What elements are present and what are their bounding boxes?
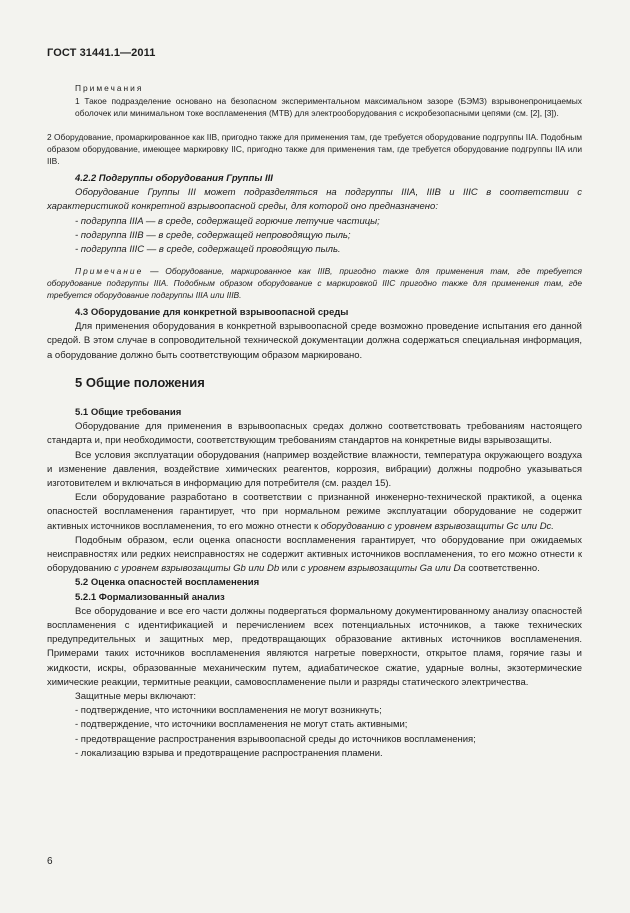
note-text: — Оборудование, маркированное как IIIB, пригодно также для применения там, где требуется оборудование подгруппы IIIA. Подобным образом оборудование с маркировкой IIIC пригодно также для применения там, где требуется оборудование подгруппы IIIA или IIIB. bbox=[47, 266, 582, 301]
protective-measure-item: - предотвращение распространения взрывоопасной среды до источников воспламенения; bbox=[75, 733, 476, 745]
p4-text: Подобным образом, если оценка опасности воспламенения гарантирует, что оборудование при ожидаемых неисправностях или редких неисправностях не содержит активных источников воспламенения, то его можно отнести к оборудованию bbox=[47, 534, 582, 575]
section-4-3 bbox=[47, 306, 582, 363]
note-label: Примечание bbox=[75, 266, 144, 276]
p4-end: соответственно. bbox=[465, 563, 540, 575]
section-5-2-1-p2: Защитные меры включают: bbox=[75, 691, 196, 703]
page-header: ГОСТ 31441.1—2011 bbox=[47, 47, 156, 59]
section-5-2-title: 5.2 Оценка опасностей воспламенения bbox=[75, 577, 260, 589]
section-4-2-2-note bbox=[47, 265, 582, 302]
p4-italic-1: с уровнем взрывозащиты Gb или Db bbox=[114, 563, 280, 575]
note-2: 2 Оборудование, промаркированное как IIB, пригодно также для применения там, где требуется оборудование подгруппы IIA. Подобным образом оборудование, имеющее маркировку IIC, пригодно также для применения там, где требуется оборудование подгруппы IIA или IIB. bbox=[47, 132, 582, 167]
section-5-1-p4 bbox=[47, 534, 582, 577]
subgroup-item: - подгруппа IIIB — в среде, содержащей непроводящую пыль; bbox=[75, 229, 351, 241]
section-4-3-title: 4.3 Оборудование для конкретной взрывоопасной среды bbox=[75, 307, 349, 318]
note-1: 1 Такое подразделение основано на безопасном экспериментальном максимальном зазоре (БЭМЗ) взрывонепроницаемых оболочек или минимальном токе воспламенения (МТВ) для электрооборудования с искробезопасными цепями (см. [2], [3]). bbox=[75, 96, 582, 119]
protective-measure-item: - подтверждение, что источники воспламенения не могут возникнуть; bbox=[75, 705, 382, 717]
section-4-3-text: Для применения оборудования в конкретной взрывоопасной среде возможно проведение испытания его данной средой. В этом случае в сопроводительной технической документации должна содержаться специальная информация, а оборудование должно быть соответствующим образом маркировано. bbox=[47, 321, 582, 361]
section-5-1-p3 bbox=[47, 491, 582, 534]
section-5-2-1-title: 5.2.1 Формализованный анализ bbox=[75, 591, 225, 603]
p3-italic: оборудованию с уровнем взрывозащиты Gc или Dc. bbox=[320, 520, 554, 532]
section-5-1-title: 5.1 Общие требования bbox=[75, 407, 182, 418]
section-4-2-2-intro: Оборудование Группы III может подразделяться на подгруппы IIIA, IIIB и IIIC в соответствии с характеристикой конкретной взрывоопасной среды, для которой оно предназначено: bbox=[47, 187, 582, 213]
section-4-2-2-title: 4.2.2 Подгруппы оборудования Группы III bbox=[75, 173, 273, 184]
protective-measure-item: - подтверждение, что источники воспламенения не могут стать активными; bbox=[75, 719, 408, 731]
p4-joiner: или bbox=[279, 563, 301, 575]
page-number: 6 bbox=[47, 856, 53, 867]
notes-block bbox=[75, 82, 582, 120]
p3-text: Если оборудование разработано в соответствии с признанной инженерно-технической практикой, а оценка опасностей воспламенения гарантирует, что при нормальном режиме эксплуатации оборудование не содержит активных источников воспламенения, то его можно отнести к bbox=[47, 492, 582, 532]
note-2-block bbox=[47, 131, 582, 168]
section-5-2-1-p1: Все оборудование и все его части должны подвергаться формальному документированному анализу опасностей воспламенения с идентификацией и перечислением всех потенциальных источников, а также технических предупредительных и защитных мер, предотвращающих образование активных источников воспламенения. Примерами таких источников воспламенения являются нагретые поверхности, открытое пламя, горячие газы и жидкости, искры, образованные механическим путем, адиабатическое сжатие, ударные волны, экзотермические химические реакции, термитные реакции, самовоспламенение пыли и разряды статического электричества. bbox=[47, 605, 582, 688]
p4-italic-2: с уровнем взрывозащиты Ga или Da bbox=[300, 563, 466, 575]
notes-title: Примечания bbox=[75, 83, 144, 93]
subgroup-item: - подгруппа IIIC — в среде, содержащей проводящую пыль. bbox=[75, 244, 341, 256]
section-5-1-p1: Оборудование для применения в взрывоопасных средах должно соответствовать требованиям настоящего стандарта и, при необходимости, соответствующим требованиям стандартов на конкретные виды взрывозащиты. bbox=[47, 421, 582, 447]
subgroup-item: - подгруппа IIIA — в среде, содержащей горючие летучие частицы; bbox=[75, 215, 380, 227]
section-5-title: 5 Общие положения bbox=[75, 375, 205, 390]
section-5-1-p2: Все условия эксплуатации оборудования (например воздействие влажности, температура окружающего воздуха и изменение давления, воздействие химических реагентов, коррозия, вибрации) должны подробно указываться изготовителем и включаться в информацию для потребителя (см. раздел 15). bbox=[47, 449, 582, 490]
section-5-1 bbox=[47, 406, 582, 761]
section-4-2-2 bbox=[47, 172, 582, 257]
protective-measure-item: - локализацию взрыва и предотвращение распространения пламени. bbox=[75, 747, 383, 759]
